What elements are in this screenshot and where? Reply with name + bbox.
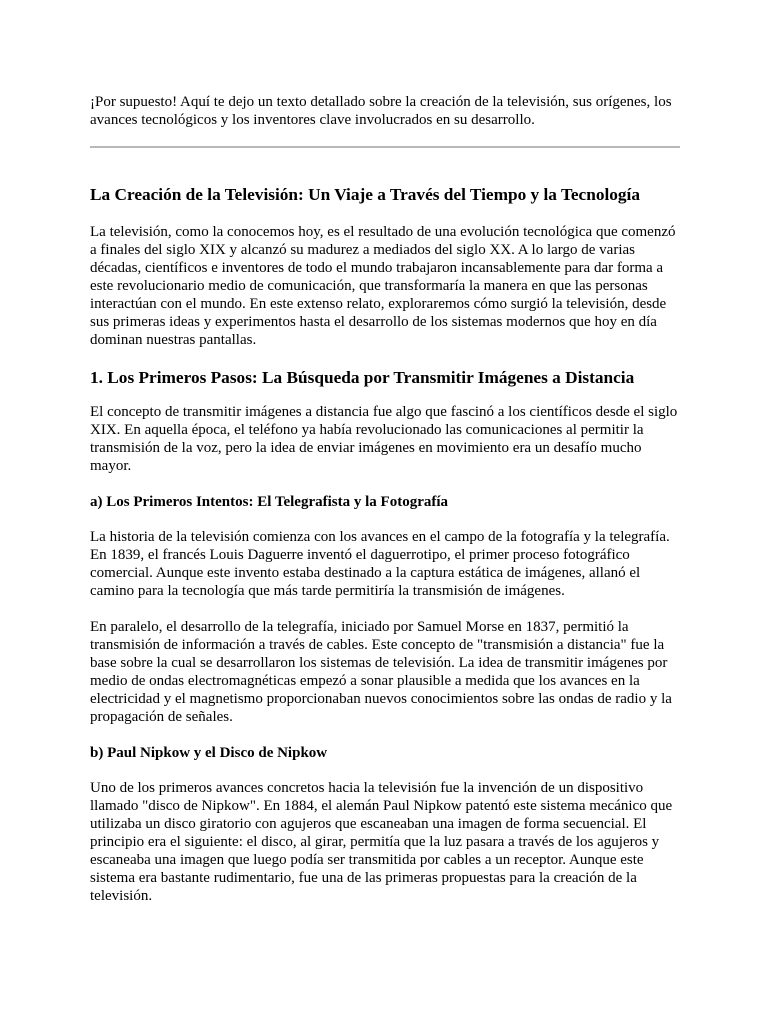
subsection-b-heading: b) Paul Nipkow y el Disco de Nipkow: [90, 745, 328, 761]
opening-paragraph: La televisión, como la conocemos hoy, es el resultado de una evolución tecnológica que comenzó a finales del siglo XIX y alcanzó su madurez a mediados del siglo XX. A lo largo de varias décadas, científicos e inventores de todo el mundo trabajaron incansablemente para dar forma a este revolucionario medio de comunicación, que transformaría la manera en que las personas interactúan con el mundo. En este extenso relato, exploraremos cómo surgió la televisión, desde sus primeras ideas y experimentos hasta el desarrollo de los sistemas modernos que hoy en día dominan nuestras pantallas.: [90, 224, 676, 348]
divider: [90, 146, 680, 148]
document-title: La Creación de la Televisión: Un Viaje a Través del Tiempo y la Tecnología: [90, 185, 641, 204]
subsection-a-paragraph-2: En paralelo, el desarrollo de la telegrafía, iniciado por Samuel Morse en 1837, permitió la transmisión de información a través de cables. Este concepto de "transmisión a distancia" fue la base sobre la cual se desarrollaron los sistemas de televisión. La idea de transmitir imágenes por medio de ondas electromagnéticas empezó a sonar plausible a medida que los avances en la electricidad y el magnetismo proporcionaban nuevos conocimientos sobre las ondas de radio y la propagación de señales.: [90, 619, 672, 725]
section-1-paragraph: El concepto de transmitir imágenes a distancia fue algo que fascinó a los científicos desde el siglo XIX. En aquella época, el teléfono ya había revolucionado las comunicaciones al permitir la transmisión de la voz, pero la idea de enviar imágenes en movimiento era un desafío mucho mayor.: [90, 404, 678, 474]
subsection-a-paragraph-1: La historia de la televisión comienza con los avances en el campo de la fotografía y la telegrafía. En 1839, el francés Louis Daguerre inventó el daguerrotipo, el primer proceso fotográfico comercial. Aunque este invento estaba destinado a la captura estática de imágenes, allanó el camino para la tecnología que más tarde permitiría la transmisión de imágenes.: [90, 529, 670, 599]
intro-paragraph: ¡Por supuesto! Aquí te dejo un texto detallado sobre la creación de la televisión, sus orígenes, los avances tecnológicos y los inventores clave involucrados en su desarrollo.: [90, 94, 672, 128]
section-1-heading: 1. Los Primeros Pasos: La Búsqueda por Transmitir Imágenes a Distancia: [90, 368, 635, 387]
subsection-b-paragraph-1: Uno de los primeros avances concretos hacia la televisión fue la invención de un dispositivo llamado "disco de Nipkow". En 1884, el alemán Paul Nipkow patentó este sistema mecánico que utilizaba un disco giratorio con agujeros que escaneaban una imagen de forma secuencial. El principio era el siguiente: el disco, al girar, permitía que la luz pasara a través de los agujeros y escaneaba una imagen que luego podía ser transmitida por cables a un receptor. Aunque este sistema era bastante rudimentario, fue una de las primeras propuestas para la creación de la televisión.: [90, 780, 673, 904]
subsection-a-heading: a) Los Primeros Intentos: El Telegrafista y la Fotografía: [90, 494, 449, 510]
document-page: [90, 93, 680, 923]
